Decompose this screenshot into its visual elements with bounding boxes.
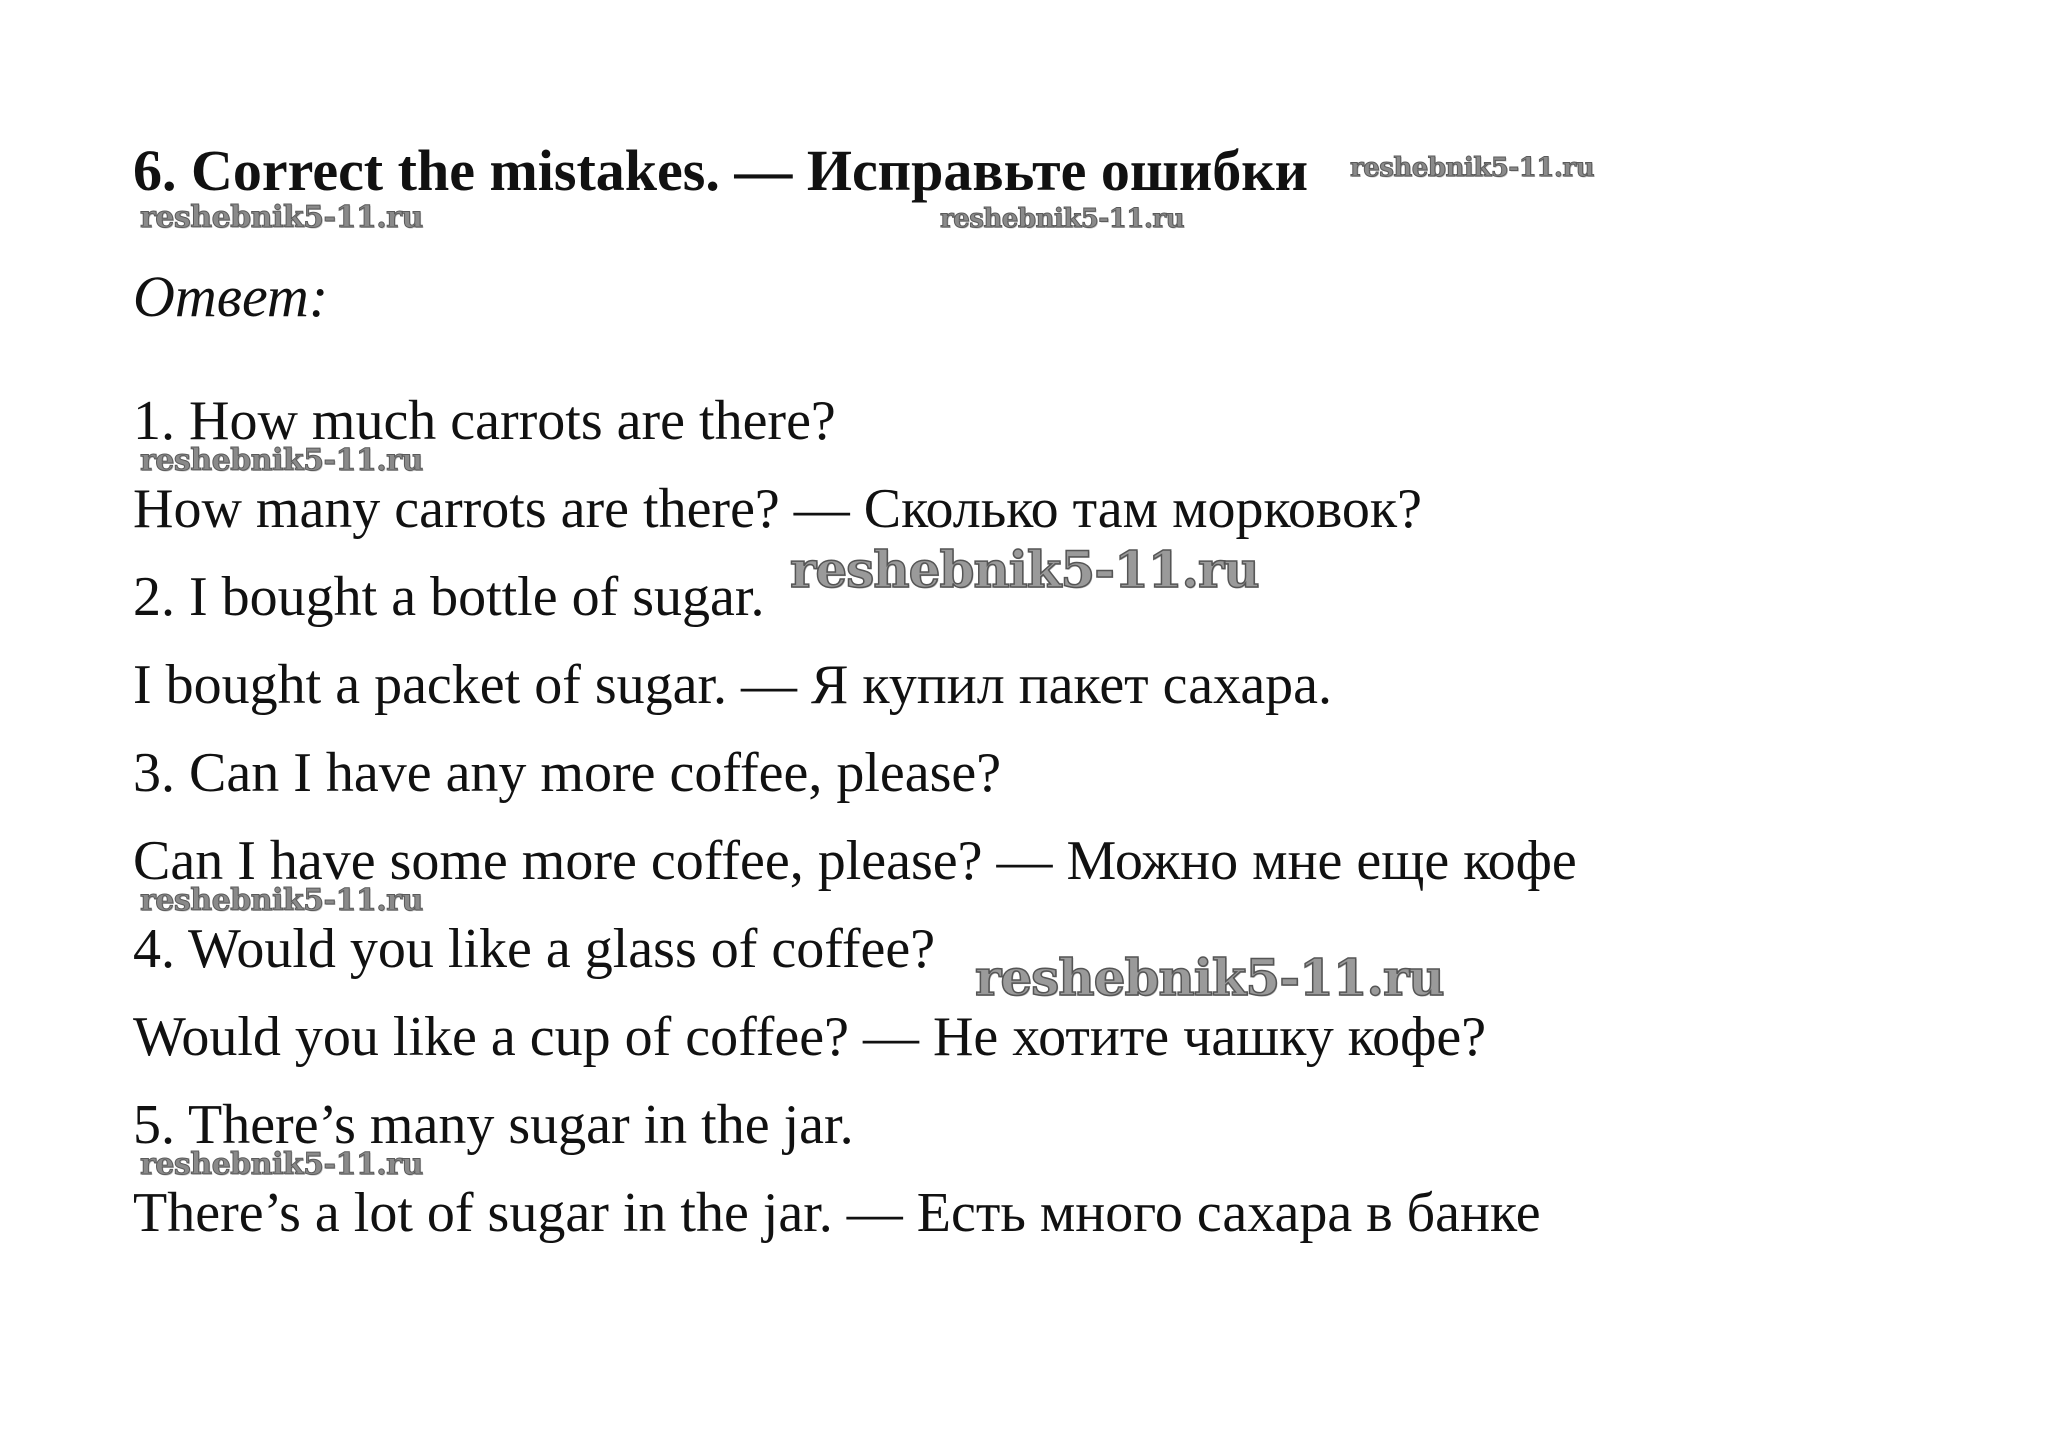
watermark: reshebnik5-11.ru [790,540,1259,599]
watermark: reshebnik5-11.ru [975,948,1444,1007]
watermark: reshebnik5-11.ru [940,204,1185,234]
item-1-mistake: 1. How much carrots are there? [133,390,836,452]
item-3-correction: Can I have some more coffee, please? — Можно мне еще кофе [133,830,1577,892]
item-4-mistake: 4. Would you like a glass of coffee? [133,918,936,980]
item-4-correction: Would you like a cup of coffee? — Не хотите чашку кофе? [133,1006,1487,1068]
item-5-correction: There’s a lot of sugar in the jar. — Есть много сахара в банке [133,1182,1541,1244]
watermark: reshebnik5-11.ru [140,443,423,478]
item-5-mistake: 5. There’s many sugar in the jar. [133,1094,854,1156]
exercise-title: 6. Correct the mistakes. — Исправьте ошибки [133,138,1309,203]
watermark: reshebnik5-11.ru [140,883,423,918]
item-2-correction: I bought a packet of sugar. — Я купил пакет сахара. [133,654,1333,716]
watermark: reshebnik5-11.ru [140,200,423,235]
watermark: reshebnik5-11.ru [140,1147,423,1182]
watermark: reshebnik5-11.ru [1350,153,1595,183]
item-3-mistake: 3. Can I have any more coffee, please? [133,742,1002,804]
item-2-mistake: 2. I bought a bottle of sugar. [133,566,765,628]
item-1-correction: How many carrots are there? — Сколько там морковок? [133,478,1422,540]
answer-label: Ответ: [133,264,329,329]
